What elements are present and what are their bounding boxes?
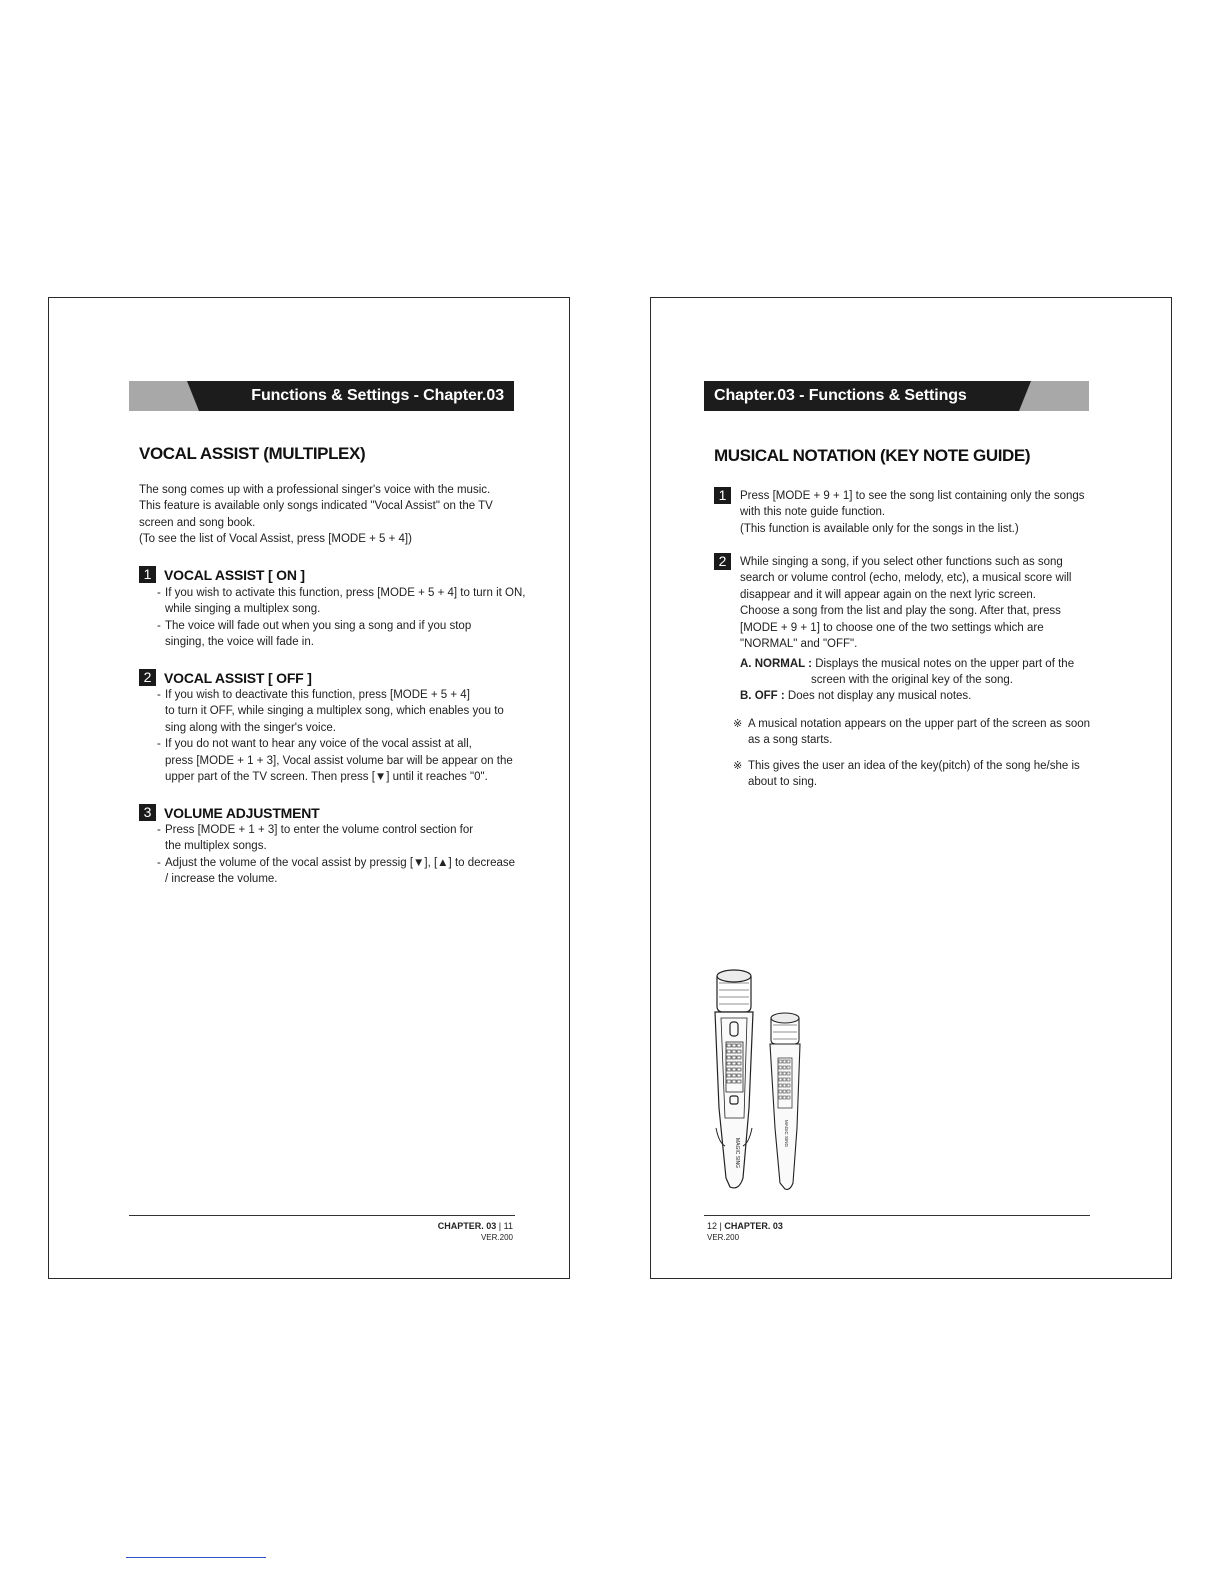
step-paragraph: [740, 488, 1085, 537]
microphone-illustration: [706, 968, 816, 1198]
bullet-line: / increase the volume.: [165, 873, 278, 886]
section-heading: [139, 669, 312, 686]
option-normal-continued: [811, 672, 1013, 688]
chapter-banner: [704, 381, 1089, 411]
intro-line: This feature is available only songs indicated "Vocal Assist" on the TV: [139, 500, 493, 513]
section-body: [157, 585, 526, 651]
bullet-line: - Press [MODE + 1 + 3] to enter the volume control section for: [165, 824, 474, 836]
step-line: [MODE + 9 + 1] to choose one of the two settings which are: [740, 621, 1044, 634]
note-line: This gives the user an idea of the key(pitch) of the song he/she is: [748, 760, 1080, 772]
footer-chapter: CHAPTER. 03: [437, 1221, 497, 1231]
bullet-line: the multiplex songs.: [165, 840, 267, 853]
note-item: [733, 758, 1080, 791]
right-page: [650, 297, 1172, 1279]
bullet-line: sing along with the singer's voice.: [165, 721, 336, 734]
banner-title: Functions & Settings - Chapter.03: [251, 387, 504, 404]
note-line: as a song starts.: [748, 734, 833, 747]
section-title: VOCAL ASSIST [ ON ]: [164, 566, 305, 583]
left-page: [48, 297, 570, 1279]
reference-mark-icon: ※: [733, 717, 743, 730]
intro-line: screen and song book.: [139, 516, 256, 529]
footer-rule: [129, 1215, 515, 1216]
footer-version: VER.200: [707, 1233, 740, 1242]
option-label: A. NORMAL :: [740, 658, 812, 670]
small-mic-brand: MAGIC SING: [784, 1120, 789, 1148]
step-line: Choose a song from the list and play the song. After that, press: [740, 605, 1061, 618]
step-line: disappear and it will appear again on the next lyric screen.: [740, 588, 1036, 601]
bullet-line: press [MODE + 1 + 3], Vocal assist volume bar will be appear on the: [165, 754, 513, 767]
section-number-badge: 3: [139, 804, 156, 821]
footer-separator: |: [498, 1221, 502, 1231]
step-line: While singing a song, if you select other functions such as song: [740, 556, 1063, 568]
footer-rule: [704, 1215, 1090, 1216]
option-text: screen with the original key of the song.: [811, 674, 1014, 686]
step-line: Press [MODE + 9 + 1] to see the song list containing only the songs: [740, 490, 1085, 502]
note-line: A musical notation appears on the upper part of the screen as soon: [748, 718, 1091, 730]
step-line: search or volume control (echo, melody, etc), a musical score will: [740, 572, 1072, 585]
bullet-line: - Adjust the volume of the vocal assist by pressig [▼], [▲] to decrease: [165, 856, 516, 869]
large-microphone-icon: [715, 970, 753, 1188]
option-off: [740, 688, 971, 704]
bullet-line: - The voice will fade out when you sing a song and if you stop: [165, 619, 472, 632]
bullet-line: - If you wish to deactivate this function, press [MODE + 5 + 4]: [165, 689, 470, 701]
step-line: "NORMAL" and "OFF".: [740, 638, 858, 651]
large-mic-brand: MAGIC SING: [734, 1138, 740, 1169]
intro-paragraph: [139, 482, 493, 548]
page-footer: [707, 1221, 783, 1231]
chapter-banner: [129, 381, 514, 411]
banner-title: Chapter.03 - Functions & Settings: [714, 387, 967, 404]
footer-separator: |: [719, 1221, 722, 1231]
option-text: Does not display any musical notes.: [787, 690, 972, 702]
page-footer: [438, 1221, 513, 1231]
bullet-line: to turn it OFF, while singing a multiplex song, which enables you to: [165, 705, 504, 718]
section-title: VOLUME ADJUSTMENT: [164, 804, 320, 821]
intro-line: (To see the list of Vocal Assist, press [MODE + 5 + 4]): [139, 533, 412, 546]
page-title: VOCAL ASSIST (MULTIPLEX): [139, 444, 366, 463]
step-line: (This function is available only for the songs in the list.): [740, 522, 1019, 535]
bullet-line: while singing a multiplex song.: [165, 603, 321, 616]
section-heading: [139, 566, 305, 583]
note-line: about to sing.: [748, 776, 818, 789]
footer-version: VER.200: [480, 1233, 513, 1242]
bullet-item: [157, 855, 515, 888]
page-title: MUSICAL NOTATION (KEY NOTE GUIDE): [714, 446, 1031, 465]
option-label: B. OFF :: [740, 690, 785, 702]
section-number-badge: 2: [139, 669, 156, 686]
bullet-item: [157, 822, 515, 855]
bullet-item: [157, 618, 526, 651]
page-number: 11: [503, 1221, 513, 1231]
intro-line: The song comes up with a professional singer's voice with the music.: [139, 484, 491, 496]
footer-chapter: CHAPTER. 03: [724, 1221, 783, 1231]
bullet-item: [157, 687, 513, 736]
bullet-line: - If you do not want to hear any voice of the vocal assist at all,: [165, 738, 472, 751]
small-microphone-icon: [770, 1013, 800, 1189]
step-line: with this note guide function.: [740, 506, 886, 519]
step-paragraph: [740, 554, 1072, 652]
section-body: [157, 687, 513, 785]
bullet-item: [157, 736, 513, 785]
bullet-item: [157, 585, 526, 618]
bullet-line: upper part of the TV screen. Then press [▼] until it reaches "0".: [165, 771, 488, 784]
bullet-line: - If you wish to activate this function, press [MODE + 5 + 4] to turn it ON,: [165, 587, 526, 599]
note-item: [733, 716, 1090, 749]
link-underline: [126, 1557, 266, 1558]
step-number-badge: 1: [714, 487, 731, 504]
option-normal: [740, 656, 1074, 672]
section-heading: [139, 804, 320, 821]
section-title: VOCAL ASSIST [ OFF ]: [164, 669, 312, 686]
bullet-line: singing, the voice will fade in.: [165, 636, 314, 649]
section-body: [157, 822, 515, 888]
reference-mark-icon: ※: [733, 759, 743, 772]
option-text: Displays the musical notes on the upper part of the: [815, 658, 1075, 670]
step-number-badge: 2: [714, 553, 731, 570]
page-number: 12: [707, 1221, 718, 1231]
section-number-badge: 1: [139, 566, 156, 583]
